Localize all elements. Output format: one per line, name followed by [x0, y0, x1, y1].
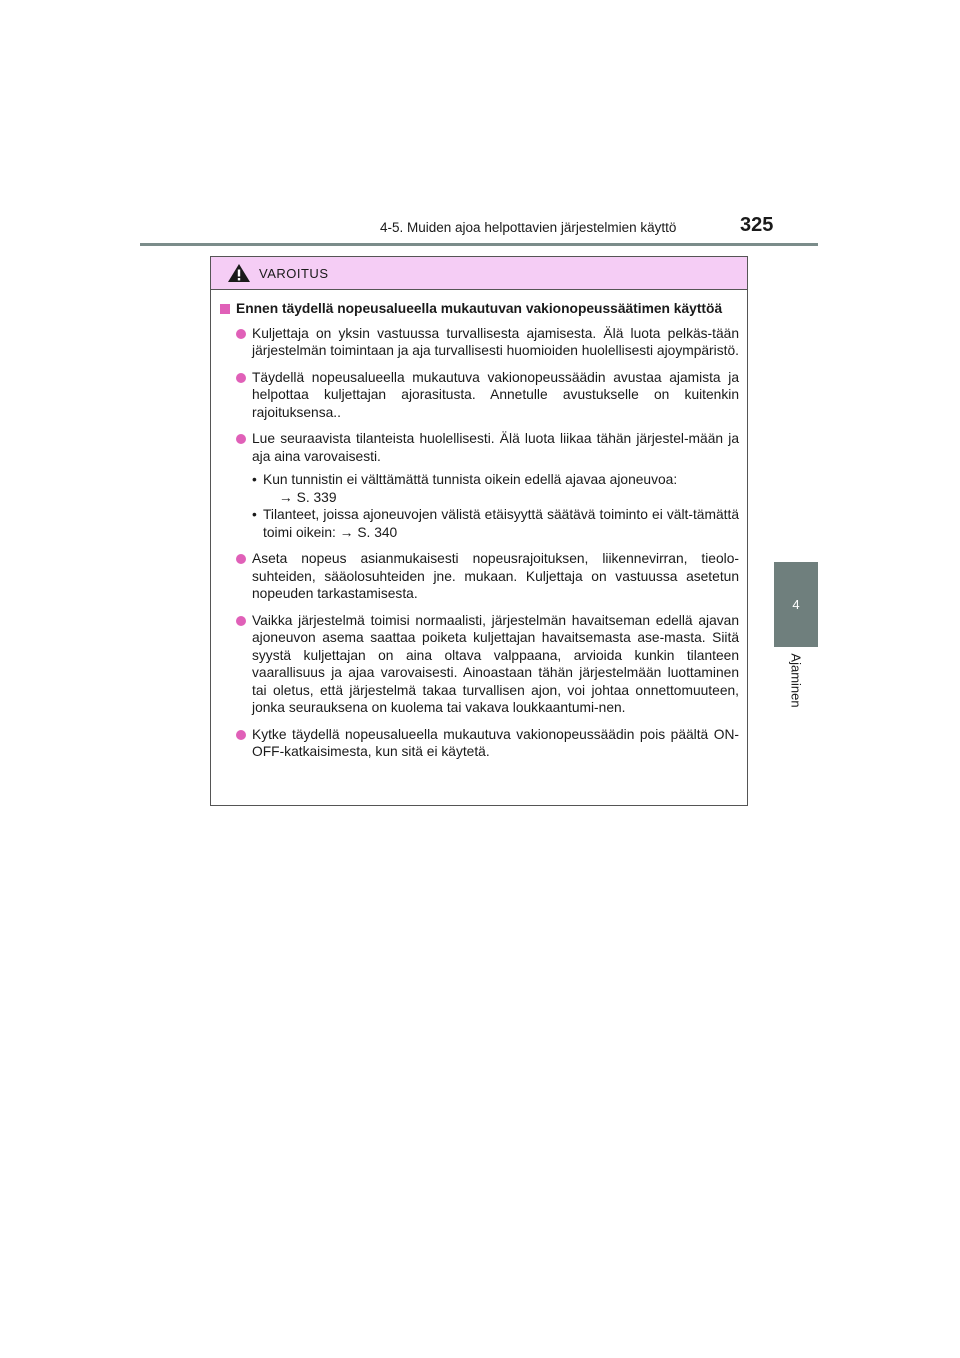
sub-list — [252, 471, 739, 541]
section-heading — [219, 300, 739, 318]
chapter-label-wrapper — [774, 620, 818, 740]
circle-bullet-icon — [236, 329, 246, 339]
circle-bullet-icon — [236, 434, 246, 444]
warning-title: VAROITUS — [259, 265, 329, 281]
warning-header — [211, 257, 747, 290]
page-reference: → S. 339 — [279, 489, 337, 505]
list-item — [219, 369, 739, 422]
running-header: 4-5. Muiden ajoa helpottavien järjestelmien käyttö — [380, 220, 677, 235]
warning-box — [210, 256, 748, 806]
chapter-number: 4 — [792, 597, 800, 612]
warning-content — [211, 290, 747, 761]
page-reference: → S. 340 — [339, 524, 398, 540]
list-item — [219, 325, 739, 360]
sub-item-text: Tilanteet, joissa ajoneuvojen välistä etäisyyttä säätävä toiminto ei vält-tämättä toimi oikein: — [263, 507, 739, 540]
list-item-text: Kytke täydellä nopeusalueella mukautuva vakionopeussäädin pois päältä ON-OFF-katkaisimesta, kun sitä ei käytetä. — [252, 726, 739, 759]
list-item-text: Aseta nopeus asianmukaisesti nopeusrajoituksen, liikennevirran, tieolo-suhteiden, sääolosuhteiden jne. mukaan. Kuljettaja on vastuussa asetetun nopeuden tarkastamisesta. — [252, 551, 739, 601]
list-item-text: Täydellä nopeusalueella mukautuva vakionopeussäädin avustaa ajamista ja helpottaa kuljettajan ajorasitusta. Annetulle avustukselle on kuitenkin rajoituksensa.. — [252, 369, 739, 420]
circle-bullet-icon — [236, 554, 246, 564]
header-rule — [140, 243, 818, 246]
list-item-text: Vaikka järjestelmä toimisi normaalisti, järjestelmän havaitseman edellä ajavan ajoneuvon asema saattaa poiketa kuljettajan havaitsemasta ase-masta. Siitä syystä kuljettajan on aina oltava valppaana, arvioida kunkin tilanteen vaarallisuus ja ajaa varovaisesti. Ainoastaan tähän järjestelmään luottaminen tai oletus, että järjestelmä takaa turvallisen ajon, voi johtaa onnettomuuteen, jonka seurauksena on kuolema tai vakava loukkaantumi-nen. — [252, 612, 739, 715]
sub-list-item — [252, 471, 739, 506]
list-item — [219, 430, 739, 541]
sub-bullet-marker: • — [252, 507, 257, 522]
sub-list-item — [252, 506, 739, 541]
page-number: 325 — [740, 214, 774, 236]
warning-triangle-icon — [227, 263, 251, 283]
list-item — [219, 550, 739, 603]
circle-bullet-icon — [236, 730, 246, 740]
section-heading-text: Ennen täydellä nopeusalueella mukautuvan vakionopeussäätimen käyttöä — [236, 301, 723, 316]
list-item-text: Lue seuraavista tilanteista huolellisesti. Älä luota liikaa tähän järjestel-mään ja aja aina varovaisesti. — [252, 431, 739, 464]
chapter-label: Ajaminen — [788, 652, 804, 708]
circle-bullet-icon — [236, 373, 246, 383]
sub-item-text: Kun tunnistin ei välttämättä tunnista oikein edellä ajavaa ajoneuvoa: — [263, 472, 678, 487]
circle-bullet-icon — [236, 616, 246, 626]
square-bullet-icon — [220, 304, 230, 314]
list-item — [219, 726, 739, 761]
list-item-text: Kuljettaja on yksin vastuussa turvallisesta ajamisesta. Älä luota pelkäs-tään järjestelmän toimintaan ja aja turvallisesti huomioiden huolellisesti ajoympäristö. — [252, 325, 739, 358]
list-item — [219, 612, 739, 717]
sub-bullet-marker: • — [252, 472, 257, 487]
